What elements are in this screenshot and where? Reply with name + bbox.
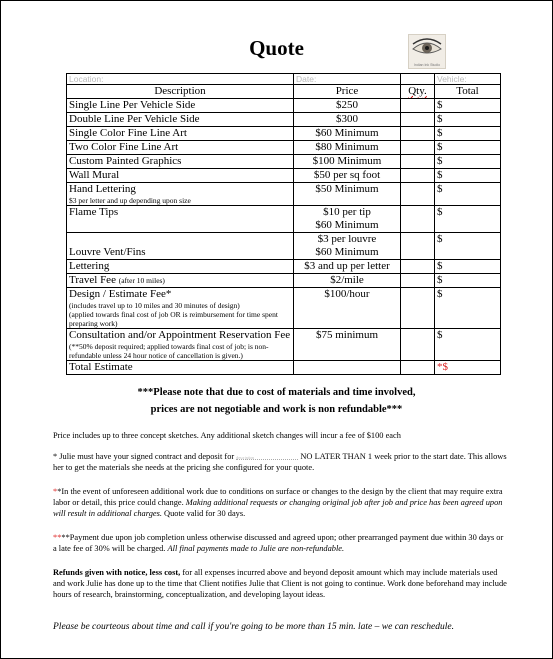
table-row: Consultation and/or Appointment Reservation Fee (**50% deposit required; applied towards final cost of job; is non-refundable unless 24 hour notice of cancellation is given.) $75 minimum $ bbox=[67, 329, 501, 361]
total-row bbox=[67, 361, 501, 375]
qty-cell[interactable] bbox=[401, 329, 435, 361]
qty-cell[interactable] bbox=[401, 99, 435, 113]
table-row: Design / Estimate Fee* (includes travel up to 10 miles and 30 minutes of design) (applied towards final cost of job OR is reimbursement for time spent preparing work) $100/hour $ bbox=[67, 288, 501, 329]
qty-cell[interactable] bbox=[401, 169, 435, 183]
total-value[interactable]: *$ bbox=[435, 361, 501, 375]
table-row: Louvre Vent/Fins $3 per louvre $60 Minimum $ bbox=[67, 233, 501, 260]
table-row: Single Line Per Vehicle Side $250 $ bbox=[67, 99, 501, 113]
qty-cell[interactable] bbox=[401, 155, 435, 169]
qty-cell[interactable] bbox=[401, 233, 435, 260]
table-row: Hand Lettering $3 per letter and up depending upon size $50 Minimum $ bbox=[67, 183, 501, 206]
paragraph-payment: ****Payment due upon job completion unless otherwise discussed and agreed upon; other prearranged payment due within 30 days or a late fee of 30% will be charged. All final payments made to Julie are non-refundable. bbox=[53, 533, 504, 553]
qty-cell[interactable] bbox=[401, 183, 435, 206]
location-field[interactable]: Location: bbox=[67, 74, 294, 85]
page-title: Quote bbox=[249, 36, 304, 60]
header-row bbox=[67, 85, 501, 99]
notice-line-2: prices are not negotiable and work is non refundable*** bbox=[150, 404, 403, 415]
qty-cell[interactable] bbox=[401, 260, 435, 274]
col-total: Total bbox=[435, 85, 501, 99]
quote-table bbox=[66, 73, 501, 375]
table-row: Flame Tips $10 per tip $60 Minimum $ bbox=[67, 206, 501, 233]
table-row: Custom Painted Graphics $100 Minimum $ bbox=[67, 155, 501, 169]
qty-cell[interactable] bbox=[401, 113, 435, 127]
table-row: Two Color Fine Line Art $80 Minimum $ bbox=[67, 141, 501, 155]
studio-logo bbox=[408, 34, 446, 69]
logo-caption: Indian Ink Studio bbox=[413, 63, 441, 67]
qty-cell[interactable] bbox=[401, 127, 435, 141]
qty-cell[interactable] bbox=[401, 274, 435, 288]
qty-cell[interactable] bbox=[401, 141, 435, 155]
description-field[interactable]: description bbox=[236, 451, 298, 460]
paragraph-sketches: Price includes up to three concept sketches. Any additional sketch changes will incur a fee of $100 each bbox=[53, 431, 401, 440]
qty-cell[interactable] bbox=[401, 288, 435, 329]
qty-cell[interactable] bbox=[401, 206, 435, 233]
table-row: Travel Fee (after 10 miles) $2/mile $ bbox=[67, 274, 501, 288]
paragraph-changes: **In the event of unforeseen additional work due to conditions on surface or changes to the design by the client that may require extra labor or detail, this price could change. Making additional requests or changing original job after job and price has been agreed upon will result in additional charges. Quote valid for 30 days. bbox=[53, 487, 503, 518]
date-field[interactable]: Date: bbox=[294, 74, 401, 85]
col-description: Description bbox=[67, 85, 294, 99]
notice-line-1: ***Please note that due to cost of materials and time involved, bbox=[137, 387, 416, 398]
field-row bbox=[67, 74, 501, 85]
table-row: Single Color Fine Line Art $60 Minimum $ bbox=[67, 127, 501, 141]
vehicle-field[interactable]: Vehicle: bbox=[435, 74, 501, 85]
table-row: Lettering $3 and up per letter $ bbox=[67, 260, 501, 274]
table-row: Double Line Per Vehicle Side $300 $ bbox=[67, 113, 501, 127]
col-qty: Qty. bbox=[401, 85, 435, 99]
col-price: Price bbox=[294, 85, 401, 99]
closing-note: Please be courteous about time and call if you're going to be more than 15 min. late – we can reschedule. bbox=[53, 622, 454, 632]
paragraph-refunds: Refunds given with notice, less cost, for all expenses incurred above and beyond deposit amount which may include materials used and work Julie has done up to the time that Client notifies Julie that Client is not going to continue. Work done beforehand may include hours of research, brainstorming, conceptualization, and developing layout ideas. bbox=[53, 568, 507, 599]
eye-icon bbox=[409, 35, 445, 61]
total-label: Total Estimate bbox=[67, 361, 294, 375]
paragraph-deposit: * Julie must have your signed contract and deposit for description NO LATER THAN 1 week prior to the start date. This allows her to get the materials she needs at the pricing she configured for your quote. bbox=[53, 452, 507, 472]
table-row: Wall Mural $50 per sq foot $ bbox=[67, 169, 501, 183]
